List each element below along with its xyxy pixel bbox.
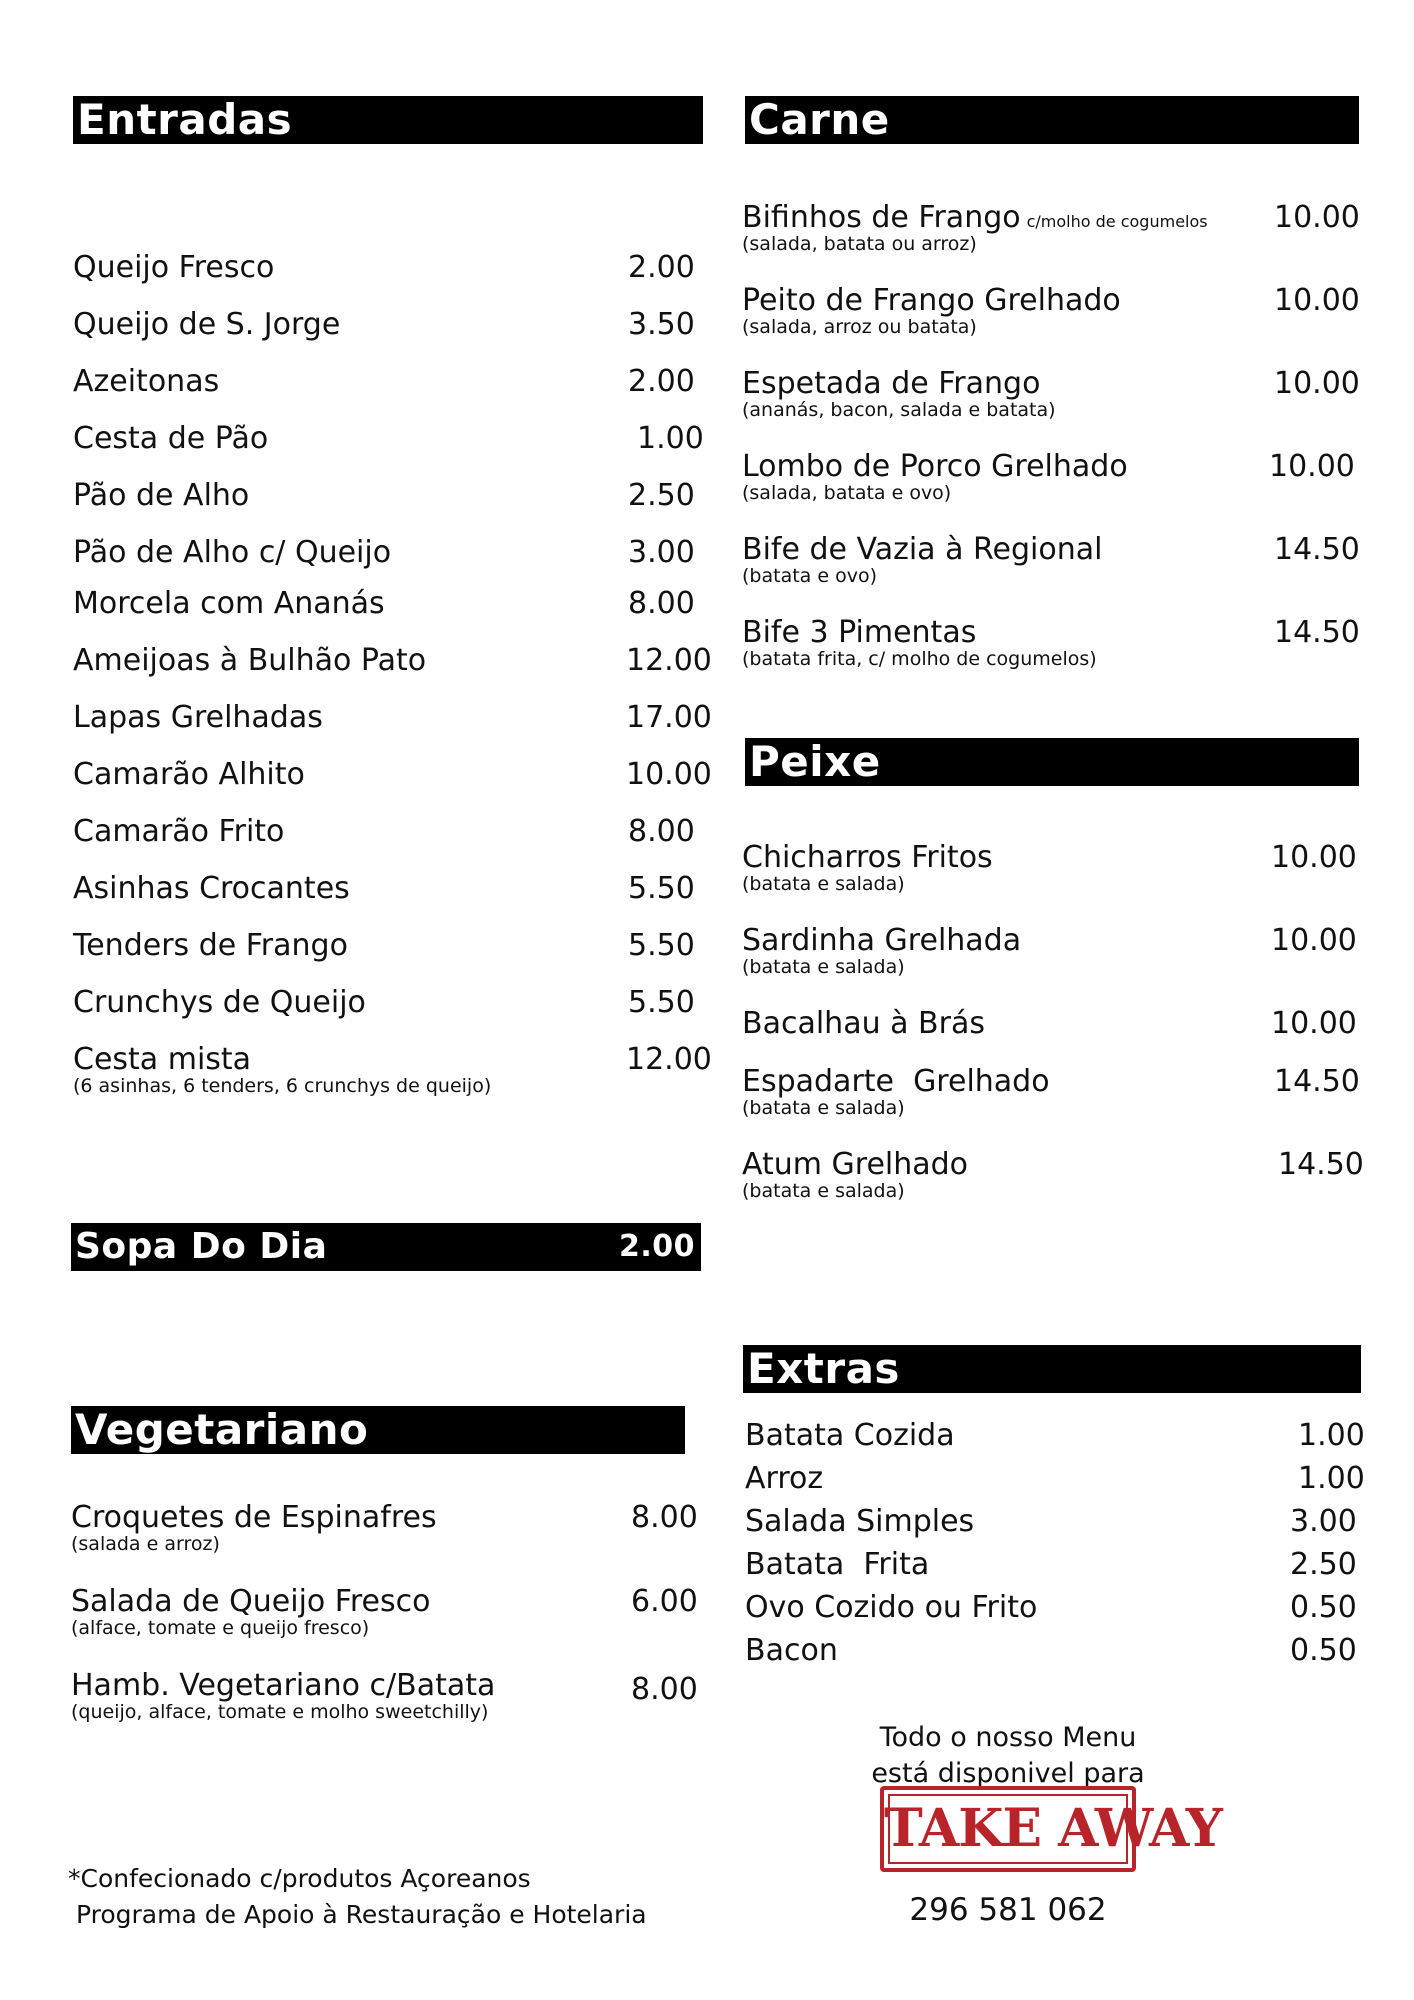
item-price: 10.00 xyxy=(1269,449,1355,484)
item-price: 0.50 xyxy=(1290,1590,1357,1625)
vegetariano-list xyxy=(71,1500,711,1740)
item-name: Queijo de S. Jorge xyxy=(73,307,341,342)
entradas-header xyxy=(73,96,703,144)
item-price: 17.00 xyxy=(626,700,712,735)
item-price: 1.00 xyxy=(1298,1461,1365,1496)
item-price: 8.00 xyxy=(628,586,695,621)
item-price: 10.00 xyxy=(1271,923,1357,958)
item-note: (batata e salada) xyxy=(742,1180,905,1202)
item-price: 14.50 xyxy=(1274,1064,1360,1099)
item-note: (batata e ovo) xyxy=(742,565,877,587)
item-price: 8.00 xyxy=(628,814,695,849)
item-price: 14.50 xyxy=(1274,615,1360,650)
item-name: Salada Simples xyxy=(745,1504,975,1539)
item-name: Cesta de Pão xyxy=(73,421,269,456)
vegetariano-header xyxy=(71,1406,685,1454)
item-name: Lombo de Porco Grelhado xyxy=(742,449,1128,484)
item-name: Croquetes de Espinafres xyxy=(71,1500,437,1535)
stamp-text: TAKE AWAY xyxy=(884,1798,1222,1859)
item-name: Queijo Fresco xyxy=(73,250,275,285)
item-price: 10.00 xyxy=(1274,200,1360,235)
item-name: Chicharros Fritos xyxy=(742,840,993,875)
item-price: 10.00 xyxy=(1274,283,1360,318)
item-name: Atum Grelhado xyxy=(742,1147,969,1182)
item-price: 10.00 xyxy=(1274,366,1360,401)
item-price: 10.00 xyxy=(626,757,712,792)
item-note: (batata e salada) xyxy=(742,1097,905,1119)
takeaway-phone: 296 581 062 xyxy=(909,1892,1107,1928)
item-name: Bife de Vazia à Regional xyxy=(742,532,1103,567)
item-note: (batata frita, c/ molho de cogumelos) xyxy=(742,648,1097,670)
item-price: 5.50 xyxy=(628,871,695,906)
item-price: 2.50 xyxy=(628,478,695,513)
item-note: (salada e arroz) xyxy=(71,1533,220,1555)
item-price: 5.50 xyxy=(628,928,695,963)
item-note: (6 asinhas, 6 tenders, 6 crunchys de queijo) xyxy=(73,1075,492,1097)
item-name: Bacon xyxy=(745,1633,838,1668)
item-name: Asinhas Crocantes xyxy=(73,871,350,906)
item-name: Camarão Alhito xyxy=(73,757,305,792)
item-name: Crunchys de Queijo xyxy=(73,985,366,1020)
item-price: 8.00 xyxy=(631,1672,698,1707)
peixe-header xyxy=(745,738,1359,786)
peixe-list xyxy=(742,840,1362,1220)
item-name: Bacalhau à Brás xyxy=(742,1006,985,1041)
entradas-title: Entradas xyxy=(77,95,293,144)
item-price: 2.00 xyxy=(628,364,695,399)
item-note: (ananás, bacon, salada e batata) xyxy=(742,399,1056,421)
item-name: Hamb. Vegetariano c/Batata xyxy=(71,1668,496,1703)
sopa-bar xyxy=(71,1223,701,1271)
item-name: Ovo Cozido ou Frito xyxy=(745,1590,1038,1625)
item-price: 3.50 xyxy=(628,307,695,342)
item-name: Azeitonas xyxy=(73,364,220,399)
item-name: Morcela com Ananás xyxy=(73,586,385,621)
item-name: Espadarte Grelhado xyxy=(742,1064,1050,1099)
item-price: 1.00 xyxy=(637,421,704,456)
item-name: Pão de Alho xyxy=(73,478,250,513)
item-price: 1.00 xyxy=(1298,1418,1365,1453)
item-name: Bife 3 Pimentas xyxy=(742,615,977,650)
item-price: 0.50 xyxy=(1290,1633,1357,1668)
item-price: 2.50 xyxy=(1290,1547,1357,1582)
item-price: 5.50 xyxy=(628,985,695,1020)
sopa-price: 2.00 xyxy=(618,1229,695,1264)
sopa-title: Sopa Do Dia xyxy=(75,1226,328,1267)
item-name: Sardinha Grelhada xyxy=(742,923,1022,958)
take-away-stamp xyxy=(880,1786,1222,1872)
item-note: (alface, tomate e queijo fresco) xyxy=(71,1617,370,1639)
item-note: (salada, batata ou arroz) xyxy=(742,233,977,255)
item-price: 6.00 xyxy=(631,1584,698,1619)
item-price: 10.00 xyxy=(1271,1006,1357,1041)
item-note: (queijo, alface, tomate e molho sweetchilly) xyxy=(71,1701,489,1723)
footnote-program: Programa de Apoio à Restauração e Hotelaria xyxy=(76,1900,647,1929)
item-note: (batata e salada) xyxy=(742,956,905,978)
item-name: Arroz xyxy=(745,1461,824,1496)
takeaway-line1: Todo o nosso Menu xyxy=(879,1722,1137,1753)
item-name: Batata Cozida xyxy=(745,1418,955,1453)
item-name: Cesta mista xyxy=(73,1042,252,1077)
footnote-products: *Confecionado c/produtos Açoreanos xyxy=(68,1864,531,1893)
item-inline-note: c/molho de cogumelos xyxy=(1026,212,1208,231)
item-name: Ameijoas à Bulhão Pato xyxy=(73,643,427,678)
item-price: 10.00 xyxy=(1271,840,1357,875)
carne-header xyxy=(745,96,1359,144)
extras-list xyxy=(745,1418,1365,1678)
item-price: 12.00 xyxy=(626,1042,712,1077)
extras-header xyxy=(743,1345,1361,1393)
item-name: Lapas Grelhadas xyxy=(73,700,323,735)
item-price: 14.50 xyxy=(1278,1147,1364,1182)
vegetariano-title: Vegetariano xyxy=(75,1405,369,1454)
item-name xyxy=(742,200,1208,235)
item-name: Batata Frita xyxy=(745,1547,930,1582)
item-note: (salada, arroz ou batata) xyxy=(742,316,977,338)
item-name: Tenders de Frango xyxy=(73,928,348,963)
item-note: (batata e salada) xyxy=(742,873,905,895)
entradas-list xyxy=(73,250,712,1130)
takeaway-line2: está disponivel para xyxy=(871,1758,1145,1789)
item-name-text: Bifinhos de Frango xyxy=(742,200,1021,235)
item-price: 2.00 xyxy=(628,250,695,285)
item-price: 14.50 xyxy=(1274,532,1360,567)
item-name: Pão de Alho c/ Queijo xyxy=(73,535,392,570)
peixe-title: Peixe xyxy=(749,737,881,786)
item-name: Espetada de Frango xyxy=(742,366,1041,401)
item-price: 3.00 xyxy=(1290,1504,1357,1539)
carne-title: Carne xyxy=(749,95,890,144)
item-price: 3.00 xyxy=(628,535,695,570)
item-name: Peito de Frango Grelhado xyxy=(742,283,1121,318)
item-name: Salada de Queijo Fresco xyxy=(71,1584,431,1619)
item-price: 8.00 xyxy=(631,1500,698,1535)
item-price: 12.00 xyxy=(626,643,712,678)
extras-title: Extras xyxy=(747,1344,900,1393)
carne-list xyxy=(742,200,1362,690)
item-name: Camarão Frito xyxy=(73,814,285,849)
item-note: (salada, batata e ovo) xyxy=(742,482,952,504)
